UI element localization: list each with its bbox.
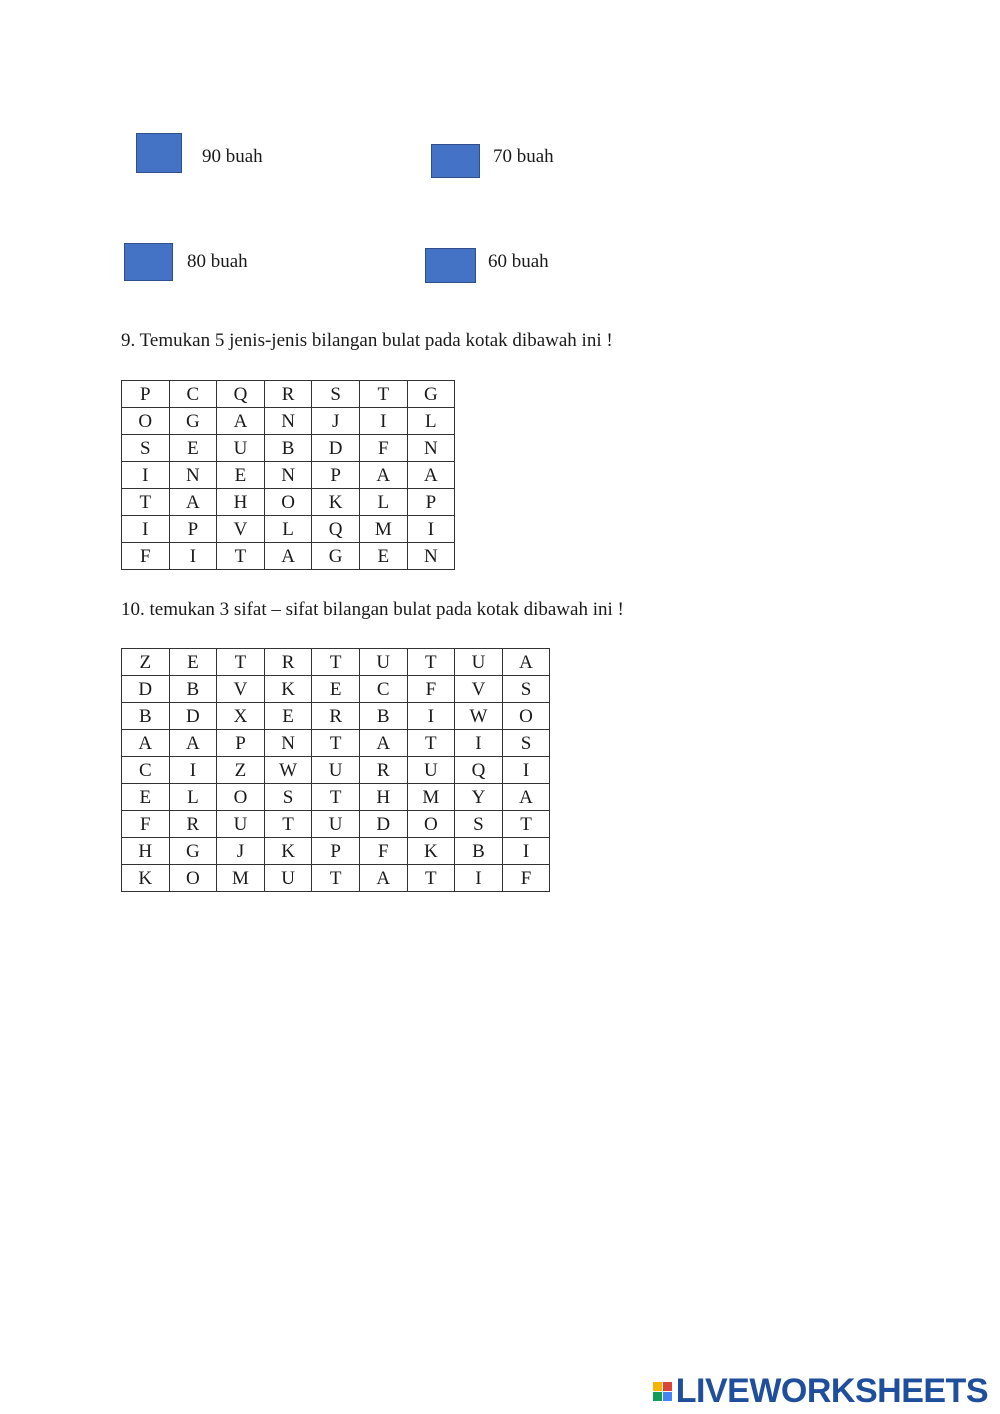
grid-cell[interactable]: B xyxy=(122,703,170,730)
grid-cell[interactable]: D xyxy=(169,703,217,730)
grid-cell[interactable]: D xyxy=(122,676,170,703)
grid-cell[interactable]: A xyxy=(122,730,170,757)
grid-row xyxy=(122,838,550,865)
grid-cell[interactable]: S xyxy=(122,435,170,462)
grid-cell[interactable]: O xyxy=(502,703,550,730)
grid-cell[interactable]: T xyxy=(312,784,360,811)
grid-cell[interactable]: L xyxy=(407,408,455,435)
grid-cell[interactable]: L xyxy=(359,489,407,516)
grid-cell[interactable]: P xyxy=(312,838,360,865)
grid-row xyxy=(122,516,455,543)
grid-cell[interactable]: I xyxy=(407,516,455,543)
question-9-text: 9. Temukan 5 jenis-jenis bilangan bulat pada kotak dibawah ini ! xyxy=(121,330,613,351)
grid-cell[interactable]: E xyxy=(359,543,407,570)
grid-cell[interactable]: H xyxy=(359,784,407,811)
grid-cell[interactable]: M xyxy=(217,865,265,892)
grid-cell[interactable]: O xyxy=(169,865,217,892)
word-search-grid-9 xyxy=(121,380,455,570)
grid-row xyxy=(122,865,550,892)
grid-cell[interactable]: S xyxy=(502,676,550,703)
grid-cell[interactable]: I xyxy=(169,757,217,784)
answer-box-90[interactable] xyxy=(136,133,182,173)
grid-cell[interactable]: V xyxy=(217,676,265,703)
grid-cell[interactable]: Z xyxy=(122,649,170,676)
word-search-grid-10 xyxy=(121,648,550,892)
grid-cell[interactable]: T xyxy=(312,865,360,892)
grid-cell[interactable]: E xyxy=(122,784,170,811)
grid-cell[interactable]: T xyxy=(217,649,265,676)
grid-cell[interactable]: Q xyxy=(312,516,360,543)
grid-cell[interactable]: A xyxy=(217,408,265,435)
grid-cell[interactable]: B xyxy=(359,703,407,730)
grid-cell[interactable]: X xyxy=(217,703,265,730)
grid-row xyxy=(122,676,550,703)
grid-cell[interactable]: G xyxy=(407,381,455,408)
grid-cell[interactable]: A xyxy=(502,649,550,676)
grid-cell[interactable]: P xyxy=(312,462,360,489)
grid-cell[interactable]: S xyxy=(502,730,550,757)
grid-cell[interactable]: G xyxy=(312,543,360,570)
grid-cell[interactable]: W xyxy=(455,703,503,730)
grid-cell[interactable]: I xyxy=(407,703,455,730)
grid-cell[interactable]: S xyxy=(312,381,360,408)
grid-cell[interactable]: T xyxy=(122,489,170,516)
grid-cell[interactable]: F xyxy=(122,543,170,570)
grid-cell[interactable]: J xyxy=(217,838,265,865)
grid-cell[interactable]: T xyxy=(407,730,455,757)
grid-cell[interactable]: T xyxy=(264,811,312,838)
grid-cell[interactable]: N xyxy=(264,462,312,489)
logo-text: LIVEWORKSHEETS xyxy=(675,1372,988,1410)
grid-row xyxy=(122,784,550,811)
grid-cell[interactable]: R xyxy=(359,757,407,784)
grid-cell[interactable]: Y xyxy=(455,784,503,811)
grid-cell[interactable]: T xyxy=(312,649,360,676)
grid-cell[interactable]: M xyxy=(407,784,455,811)
grid-cell[interactable]: I xyxy=(122,516,170,543)
grid-cell[interactable]: C xyxy=(122,757,170,784)
grid-cell[interactable]: T xyxy=(407,865,455,892)
grid-cell[interactable]: O xyxy=(407,811,455,838)
grid-cell[interactable]: E xyxy=(264,703,312,730)
grid-cell[interactable]: D xyxy=(359,811,407,838)
grid-cell[interactable]: N xyxy=(407,435,455,462)
grid-cell[interactable]: I xyxy=(455,730,503,757)
grid-cell[interactable]: I xyxy=(359,408,407,435)
grid-cell[interactable]: E xyxy=(169,435,217,462)
grid-cell[interactable]: K xyxy=(407,838,455,865)
grid-row xyxy=(122,811,550,838)
grid-cell[interactable]: B xyxy=(455,838,503,865)
grid-row xyxy=(122,543,455,570)
grid-cell[interactable]: A xyxy=(359,462,407,489)
answer-box-80[interactable] xyxy=(124,243,173,281)
grid-cell[interactable]: C xyxy=(359,676,407,703)
grid-row xyxy=(122,703,550,730)
grid-cell[interactable]: U xyxy=(359,649,407,676)
option-label-80: 80 buah xyxy=(187,251,248,272)
grid-cell[interactable]: R xyxy=(264,381,312,408)
grid-cell[interactable]: R xyxy=(169,811,217,838)
grid-cell[interactable]: G xyxy=(169,408,217,435)
grid-cell[interactable]: O xyxy=(122,408,170,435)
grid-cell[interactable]: N xyxy=(264,408,312,435)
grid-row xyxy=(122,381,455,408)
grid-cell[interactable]: Z xyxy=(217,757,265,784)
grid-cell[interactable]: B xyxy=(264,435,312,462)
grid-cell[interactable]: I xyxy=(455,865,503,892)
grid-cell[interactable]: B xyxy=(169,676,217,703)
grid-cell[interactable]: A xyxy=(359,865,407,892)
grid-row xyxy=(122,730,550,757)
grid-cell[interactable]: P xyxy=(122,381,170,408)
grid-cell[interactable]: F xyxy=(502,865,550,892)
grid-cell[interactable]: U xyxy=(312,811,360,838)
grid-cell[interactable]: I xyxy=(122,462,170,489)
grid-cell[interactable]: H xyxy=(217,489,265,516)
grid-cell[interactable]: P xyxy=(407,489,455,516)
grid-cell[interactable]: A xyxy=(169,489,217,516)
grid-cell[interactable]: R xyxy=(264,649,312,676)
grid-cell[interactable]: T xyxy=(359,381,407,408)
grid-cell[interactable]: U xyxy=(264,865,312,892)
grid-cell[interactable]: I xyxy=(169,543,217,570)
grid-cell[interactable]: L xyxy=(169,784,217,811)
grid-cell[interactable]: U xyxy=(407,757,455,784)
grid-cell[interactable]: U xyxy=(217,435,265,462)
option-label-60: 60 buah xyxy=(488,251,549,272)
grid-cell[interactable]: U xyxy=(312,757,360,784)
grid-cell[interactable]: F xyxy=(359,838,407,865)
grid-cell[interactable]: N xyxy=(407,543,455,570)
grid-cell[interactable]: A xyxy=(169,730,217,757)
grid-cell[interactable]: N xyxy=(169,462,217,489)
option-label-90: 90 buah xyxy=(202,146,263,167)
question-10-text: 10. temukan 3 sifat – sifat bilangan bulat pada kotak dibawah ini ! xyxy=(121,599,624,620)
grid-cell[interactable]: U xyxy=(217,811,265,838)
grid-cell[interactable]: E xyxy=(169,649,217,676)
grid-cell[interactable]: E xyxy=(217,462,265,489)
grid-row xyxy=(122,649,550,676)
grid-cell[interactable]: P xyxy=(169,516,217,543)
grid-cell[interactable]: Q xyxy=(217,381,265,408)
grid-cell[interactable]: J xyxy=(312,408,360,435)
grid-cell[interactable]: E xyxy=(312,676,360,703)
grid-cell[interactable]: H xyxy=(122,838,170,865)
grid-cell[interactable]: G xyxy=(169,838,217,865)
grid-cell[interactable]: K xyxy=(264,838,312,865)
grid-cell[interactable]: S xyxy=(455,811,503,838)
grid-cell[interactable]: T xyxy=(312,730,360,757)
grid-cell[interactable]: A xyxy=(264,543,312,570)
option-label-70: 70 buah xyxy=(493,146,554,167)
grid-cell[interactable]: P xyxy=(217,730,265,757)
grid-cell[interactable]: V xyxy=(455,676,503,703)
grid-row xyxy=(122,462,455,489)
grid-cell[interactable]: O xyxy=(264,489,312,516)
grid-cell[interactable]: I xyxy=(502,838,550,865)
grid-cell[interactable]: O xyxy=(217,784,265,811)
grid-cell[interactable]: C xyxy=(169,381,217,408)
grid-cell[interactable]: K xyxy=(122,865,170,892)
grid-cell[interactable]: F xyxy=(122,811,170,838)
grid-cell[interactable]: A xyxy=(359,730,407,757)
answer-box-70[interactable] xyxy=(431,144,480,178)
grid-cell[interactable]: N xyxy=(264,730,312,757)
logo-mark-icon xyxy=(653,1382,672,1401)
grid-row xyxy=(122,408,455,435)
grid-cell[interactable]: U xyxy=(455,649,503,676)
grid-cell[interactable]: R xyxy=(312,703,360,730)
grid-cell[interactable]: F xyxy=(407,676,455,703)
grid-row xyxy=(122,435,455,462)
grid-cell[interactable]: I xyxy=(502,757,550,784)
grid-cell[interactable]: L xyxy=(264,516,312,543)
answer-box-60[interactable] xyxy=(425,248,476,283)
grid-row xyxy=(122,757,550,784)
grid-cell[interactable]: K xyxy=(264,676,312,703)
grid-cell[interactable]: A xyxy=(407,462,455,489)
grid-cell[interactable]: W xyxy=(264,757,312,784)
grid-row xyxy=(122,489,455,516)
grid-cell[interactable]: F xyxy=(359,435,407,462)
grid-cell[interactable]: S xyxy=(264,784,312,811)
grid-cell[interactable]: T xyxy=(407,649,455,676)
grid-cell[interactable]: D xyxy=(312,435,360,462)
grid-cell[interactable]: M xyxy=(359,516,407,543)
grid-cell[interactable]: T xyxy=(502,811,550,838)
grid-cell[interactable]: V xyxy=(217,516,265,543)
grid-cell[interactable]: T xyxy=(217,543,265,570)
grid-cell[interactable]: K xyxy=(312,489,360,516)
liveworksheets-logo xyxy=(653,1372,988,1411)
grid-cell[interactable]: A xyxy=(502,784,550,811)
grid-cell[interactable]: Q xyxy=(455,757,503,784)
